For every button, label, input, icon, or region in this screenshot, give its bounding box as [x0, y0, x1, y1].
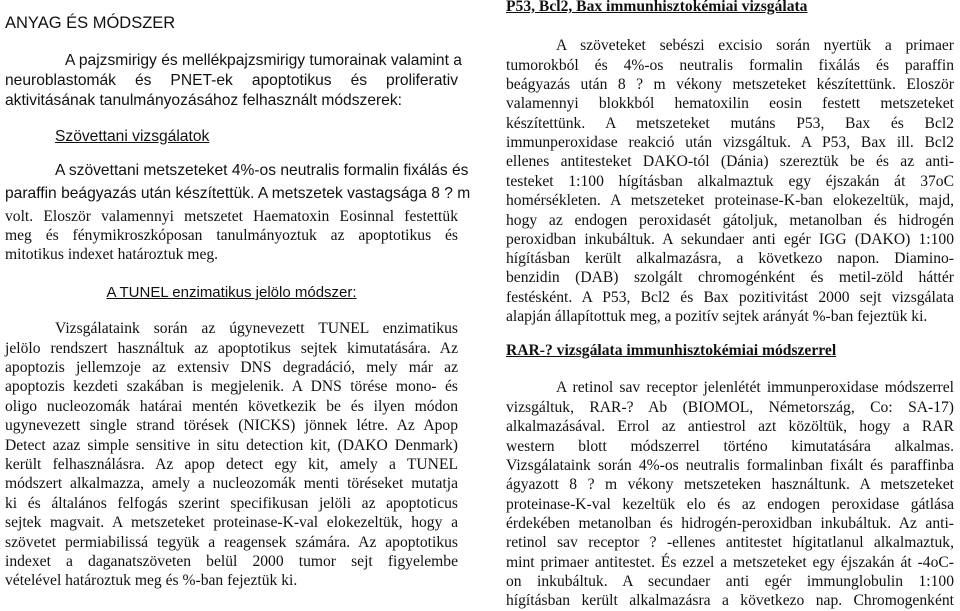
paragraph-line: sejtek magvait. A metszeteket proteinase-K-val elokezeltük, hogy a [5, 514, 458, 531]
paragraph-line: tumorokból és 4%-os neutralis formalin fixálás és paraffin [506, 57, 954, 74]
subheading-tunel: A TUNEL enzimatikus jelölo módszer: [106, 284, 357, 301]
paragraph-line: neuroblastomák és PNET-ek apoptotikus és proliferativ [5, 72, 458, 89]
paragraph-line: paraffin beágyazás után készítettük. A metszetek vastagsága 8 ? m [5, 185, 471, 202]
subheading-rar: RAR-? vizsgálata immunhisztokémiai módszerrel [506, 342, 837, 359]
paragraph-line: módszert alkalmazza, amely a nucleozomák menti töréseket mutatja [5, 475, 458, 492]
paragraph-line: alkalmazásával. Errol az antiestrol azt közöltük, hogy a RAR [506, 418, 954, 435]
paragraph-line: érdekében metanolban és hidrogén-peroxidban inkubáltuk. Az anti- [506, 515, 954, 532]
paragraph-line: oligo nucleozomák határai mentén következik be és ilyen módon [5, 398, 458, 415]
paragraph-line: benzidin (DAB) szolgált chromogénként és metil-zöld háttér [506, 269, 954, 286]
paragraph-line: ki és általános felfogás szerint specifikusan jelöli az apoptoticus [5, 495, 458, 512]
paragraph-line: vételével határoztuk meg és %-ban fejeztük ki. [5, 572, 298, 589]
paragraph-line: jelölo rendszert használtuk az apoptotikus sejtek kimutatására. Az [5, 340, 458, 357]
paragraph-line: Detect azaz simple sensitive in situ detection kit, (DAKO Denmark) [5, 437, 458, 454]
paragraph-line: hígításban került alkalmazásra a következo nap. Chromogenként [506, 592, 954, 609]
paragraph-line: immunperoxidase reakció után vizsgáltuk. A P53, Bax ill. Bcl2 [506, 134, 954, 151]
paragraph-line: hígításban került alkalmazásra, a következo napon. Diamino- [506, 250, 954, 267]
paragraph-line: proteinase-K-val kezeltük elo és az endogen peroxidase gátlása [506, 496, 954, 513]
paragraph-line: festésként. A P53, Bcl2 és Bax pozitivitást 2000 sejt vizsgálata [506, 289, 954, 306]
paragraph-line: Vizsgálataink során 4%-os neutralis formalinban fixált és paraffinba [506, 457, 954, 474]
paragraph-line: alapján állapítottuk meg, a pozitív sejtek arányát %-ban fejeztük ki. [506, 308, 928, 325]
paragraph-line: aktivitásának tanulmányozásához felhasznált módszerek: [5, 92, 402, 109]
paragraph-line: valamennyi blokkból hematoxilin eosin festett metszeteket [506, 95, 954, 112]
paragraph-line: retinol sav receptor ? -ellenes antitestet hígitatlanul alkalmaztuk, [506, 534, 954, 551]
paragraph-line: készítettünk. A metszeteket mutáns P53, Bax és Bcl2 [506, 115, 954, 132]
paragraph-line: western blott módszerrel történo kimutatására alkalmas. [506, 438, 954, 455]
paragraph-line: A retinol sav receptor jelenlétét immunperoxidase módszerrel [556, 379, 954, 396]
paragraph-line: ágyazott 8 ? m vékony metszeteken használtunk. A metszeteket [506, 476, 954, 493]
paragraph-line: Vizsgálataink során az úgynevezett TUNEL enzimatikus [55, 320, 458, 337]
section-title: ANYAG ÉS MÓDSZER [5, 14, 176, 32]
paragraph-line: A szövettani metszeteket 4%-os neutralis formalin fixálás és [55, 162, 469, 179]
paragraph-line: beágyazás után 8 ? m vékony metszeteket készítettünk. Eloször [506, 76, 954, 93]
paragraph-line: testeket 1:100 hígításban alkalmaztuk egy éjszakán át 37oC [506, 173, 954, 190]
paragraph-line: apoptozis jellemzoje az extensiv DNS degradáció, mely már az [5, 359, 458, 376]
paragraph-line: on inkubáltuk. A secundaer anti egér immunglobulin 1:100 [506, 573, 954, 590]
paragraph-line: ugynevezett single strand törések (NICKS) jönnek létre. Az Apop [5, 417, 458, 434]
subheading-p53: P53, Bcl2, Bax immunhisztokémiai vizsgálata [506, 0, 808, 15]
paragraph-line: mitotikus indexet határoztuk meg. [5, 246, 219, 263]
paragraph-line: mint primaer antitestet. És ezzel a metszeteket egy éjszakán át -4oC- [506, 554, 954, 571]
paragraph-line: apoptozis kezdeti szakában is megjelenik. A DNS törése mono- és [5, 378, 458, 395]
paragraph-line: volt. Eloször valamennyi metszetet Haematoxin Eosinnal festettük [5, 208, 458, 225]
paragraph-line: indexet a daganatszöveten belül 2000 tumor sejt figyelembe [5, 553, 458, 570]
paragraph-line: hogy az endogen peroxidasét gátoljuk, metanolban és hidrogén [506, 212, 954, 229]
subheading-histology: Szövettani vizsgálatok [55, 128, 210, 145]
paragraph-line: homérsékleten. A metszeteket proteinase-K-ban elokezeltük, majd, [506, 192, 954, 209]
paragraph-line: vizsgáltuk, RAR-? Ab (BIOMOL, Németország, Co: SA-17) [506, 399, 954, 416]
paragraph-line: A szöveteket sebészi excisio során nyertük a primaer [556, 37, 954, 54]
paragraph-line: ellenes antitesteket DAKO-tól (Dánia) szereztük be és az anti- [506, 153, 954, 170]
paragraph-line: A pajzsmirigy és mellékpajzsmirigy tumorainak valamint a [65, 52, 462, 69]
paragraph-line: került felhasználásra. Az apop detect egy kit, amely a TUNEL [5, 456, 458, 473]
paragraph-line: szövetet permiabilissá tegyük a reagensek számára. Az apoptotikus [5, 534, 458, 551]
paragraph-line: meg és fénymikroszkóposan tanulmányoztuk az apoptotikus és [5, 227, 458, 244]
paragraph-line: peroxidban inkubáltuk. A sekundaer anti egér IGG (DAKO) 1:100 [506, 231, 954, 248]
